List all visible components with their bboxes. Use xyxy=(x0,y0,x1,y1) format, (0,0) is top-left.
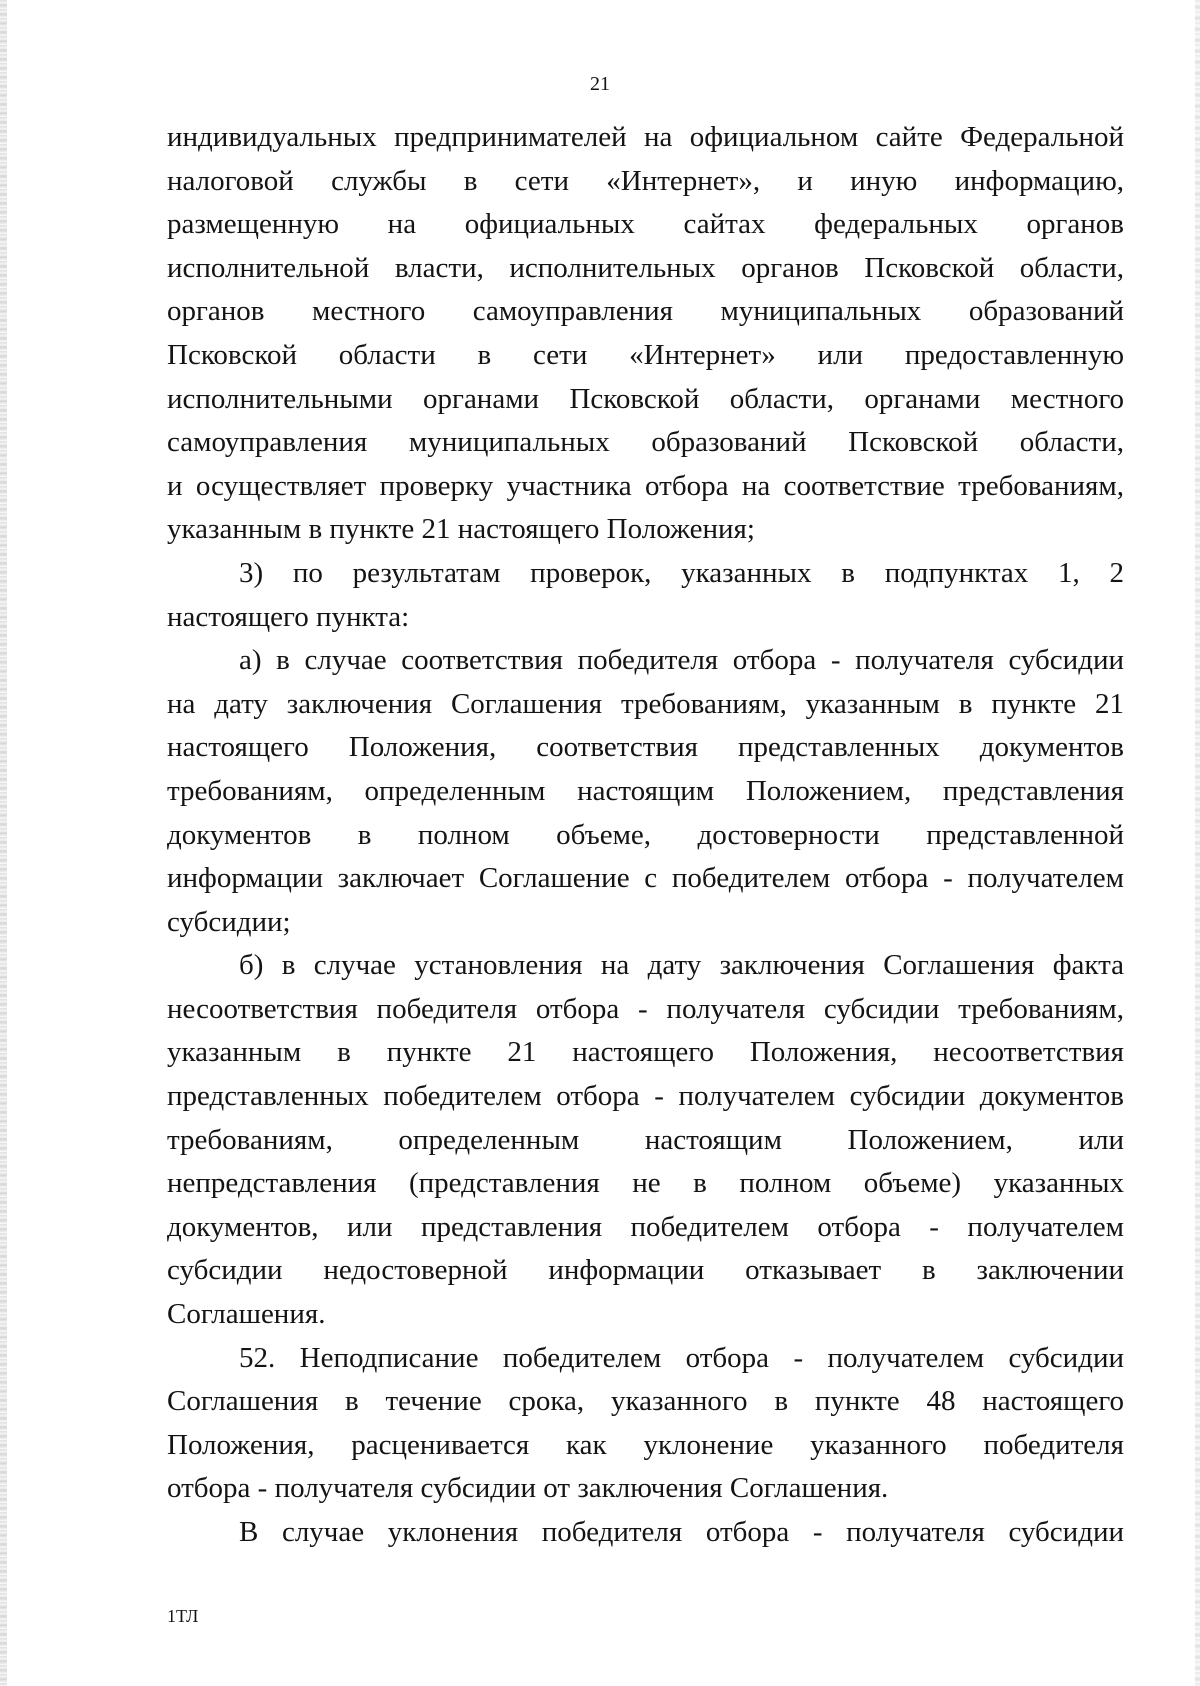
text-line: и осуществляет проверку участника отбора на соответствие требованиям, xyxy=(167,469,1124,502)
document-body xyxy=(167,116,1124,1555)
text-line: субсидии; xyxy=(167,905,291,938)
scan-edge-right xyxy=(1195,0,1200,1686)
text-line: Положения, расценивается как уклонение указанного победителя xyxy=(167,1428,1124,1461)
text-line: В случае уклонения победителя отбора - получателя субсидии xyxy=(239,1516,1124,1548)
text-line: непредставления (представления не в полном объеме) указанных xyxy=(167,1167,1124,1200)
text-line: исполнительными органами Псковской области, органами местного xyxy=(167,382,1124,415)
text-line: требованиям, определенным настоящим Положением, или xyxy=(167,1123,1124,1156)
text-line: Псковской области в сети «Интернет» или предоставленную xyxy=(167,338,1124,371)
text-line: а) в случае соответствия победителя отбора - получателя субсидии xyxy=(239,644,1124,677)
text-line: несоответствия победителя отбора - получателя субсидии требованиям, xyxy=(167,992,1124,1025)
text-line: исполнительной власти, исполнительных органов Псковской области, xyxy=(167,251,1124,284)
text-line: размещенную на официальных сайтах федеральных органов xyxy=(167,208,1124,241)
text-line: субсидии недостоверной информации отказывает в заключении xyxy=(167,1254,1124,1287)
text-line: самоуправления муниципальных образований Псковской области, xyxy=(167,426,1124,459)
text-line: 52. Неподписание победителем отбора - получателем субсидии xyxy=(239,1341,1124,1374)
text-line: б) в случае установления на дату заключения Соглашения факта xyxy=(239,949,1124,982)
text-line: отбора - получателя субсидии от заключения Соглашения. xyxy=(167,1472,889,1505)
text-line: индивидуальных предпринимателей на официальном сайте Федеральной xyxy=(167,121,1124,153)
text-line: указанным в пункте 21 настоящего Положения; xyxy=(167,513,755,546)
scan-edge-left xyxy=(0,0,7,1686)
text-line: настоящего пункта: xyxy=(167,600,410,633)
text-line: Соглашения. xyxy=(167,1298,326,1331)
text-line: на дату заключения Соглашения требованиям, указанным в пункте 21 xyxy=(167,687,1124,720)
text-line: документов, или представления победителем отбора - получателем xyxy=(167,1210,1124,1243)
text-line: 3) по результатам проверок, указанных в подпунктах 1, 2 xyxy=(239,556,1124,589)
text-line: настоящего Положения, соответствия представленных документов xyxy=(167,731,1124,764)
text-line: указанным в пункте 21 настоящего Положения, несоответствия xyxy=(167,1036,1124,1069)
footer-code: 1ТЛ xyxy=(167,1606,199,1626)
text-line: представленных победителем отбора - получателем субсидии документов xyxy=(167,1080,1124,1113)
page-number: 21 xyxy=(590,73,610,95)
text-line: налоговой службы в сети «Интернет», и иную информацию, xyxy=(167,164,1124,197)
text-line: Соглашения в течение срока, указанного в пункте 48 настоящего xyxy=(167,1385,1124,1418)
text-line: органов местного самоуправления муниципальных образований xyxy=(167,295,1124,328)
text-line: информации заключает Соглашение с победителем отбора - получателем xyxy=(167,862,1124,895)
text-line: требованиям, определенным настоящим Положением, представления xyxy=(167,774,1124,807)
text-line: документов в полном объеме, достоверности представленной xyxy=(167,818,1124,851)
